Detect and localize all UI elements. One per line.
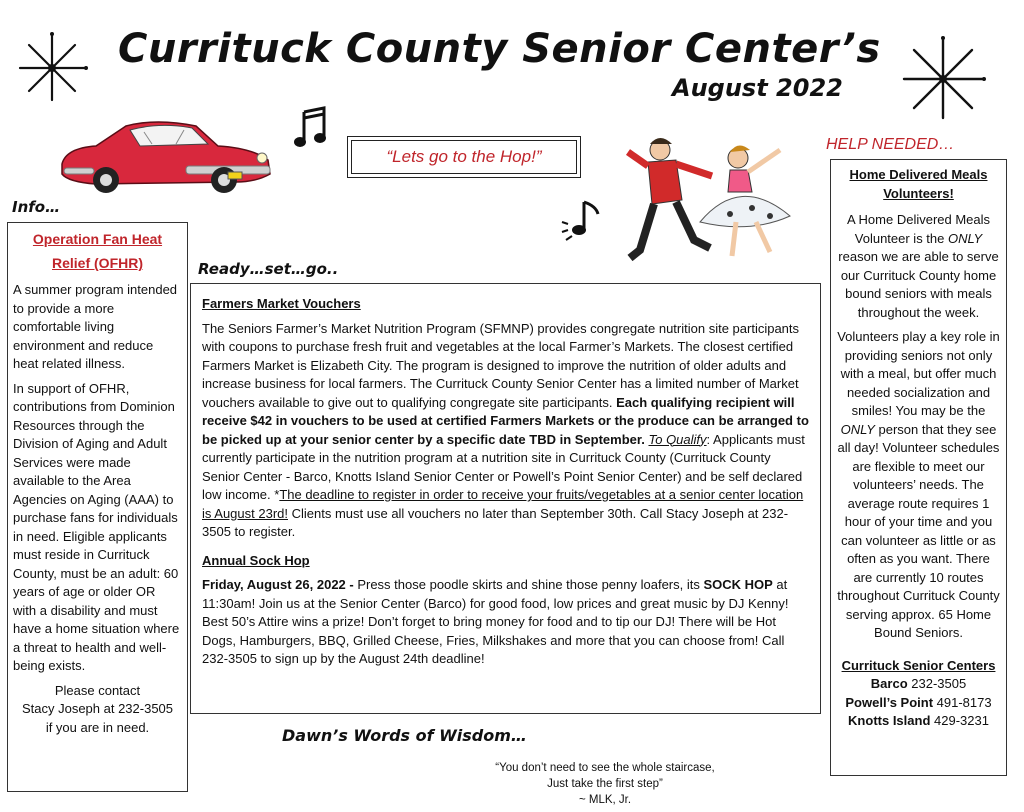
help-needed-label: HELP NEEDED… (826, 136, 955, 153)
volunteers-p1-only: ONLY (948, 230, 983, 246)
volunteers-p2 (836, 328, 1001, 643)
sock-hop-body (202, 576, 810, 669)
ofhr-heading: Operation Fan Heat Relief (OFHR) (32, 231, 163, 271)
contact-line-3: if you are in need. (45, 719, 150, 735)
events-panel (190, 283, 821, 714)
wisdom-quote (440, 760, 770, 808)
volunteers-p2-b: person that they see all day! Volunteer schedules are flexible to meet our volunteers’ needs. The average route requires 1 hour of your time and you can volunteer as little or as often as you want. There are currently 10 routes throughout Currituck County serving approx. 65 Home Bound Seniors. (837, 421, 1000, 640)
quote-line-1: “You don’t need to see the whole staircase, (495, 762, 715, 774)
center-name: Barco (870, 676, 908, 691)
center-phone: 232-3505 (907, 676, 967, 691)
center-name: Powell’s Point (845, 694, 934, 710)
ofhr-intro: A summer program intended to provide a more comfortable living environment and reduce heat related illness. (13, 282, 178, 371)
center-phone: 429-3231 (930, 713, 989, 728)
volunteers-p1-b: reason we are able to serve our Currituck County home bound seniors with meals throughout the week. (838, 249, 999, 320)
farmers-text-1: The Seniors Farmer’s Market Nutrition Program (SFMNP) provides congregate nutrition site participants with coupons to purchase fresh fruit and vegetables at the local Farmer’s Markets. The closest certified Farmers Market is Elizabeth City. The program is designed to improve the nutrition of older adults and increase business for local farmers. The Currituck County Senior Center has a limited number of Market vouchers available to give out to qualifying congregate site participants. (202, 320, 800, 410)
volunteers-heading: Home Delivered Meals Volunteers! (849, 167, 988, 201)
volunteers-p1-a: A Home Delivered Meals Volunteer is the (846, 212, 991, 246)
center-knotts-island (836, 712, 1001, 731)
center-name: Knotts Island (848, 713, 931, 728)
info-label: Info… (12, 198, 61, 216)
sock-hop-heading: Annual Sock Hop (202, 552, 310, 568)
contact-line-1: Please contact (54, 682, 141, 698)
music-note-icon (294, 106, 328, 150)
volunteers-p1 (836, 211, 1001, 322)
starburst-left-icon (12, 28, 92, 108)
farmers-text-3: Clients must use all vouchers no later than September 30th. Call Stacy Joseph at 232-3505 to register. (202, 505, 789, 539)
farmers-deadline: The deadline to register in order to receive your fruits/vegetables at a senior center location is August 23rd! (202, 487, 804, 521)
volunteers-p2-a: Volunteers play a key role in providing seniors not only with a meal, but offer much needed socialization and smiles! You may be the (837, 329, 1000, 418)
hop-banner-text: “Lets go to the Hop!” (351, 140, 577, 174)
sock-hop-bold: SOCK HOP (703, 577, 773, 592)
hop-banner (347, 136, 581, 178)
volunteers-p2-only: ONLY (840, 421, 875, 437)
starburst-right-icon (898, 34, 988, 124)
ready-label: Ready…set…go.. (198, 260, 339, 278)
quote-line-3: ~ MLK, Jr. (578, 794, 632, 806)
wisdom-label: Dawn’s Words of Wisdom… (282, 726, 527, 745)
volunteers-panel (830, 159, 1007, 776)
center-powells-point (836, 694, 1001, 713)
dancing-couple-illustration (620, 130, 810, 270)
info-panel (7, 222, 188, 792)
farmers-bold: Each qualifying recipient will receive $42 in vouchers to be used at certified Farmers Markets or the produce can be arranged to be picked up at your senior center by a specific date TBD in September. (202, 394, 809, 447)
center-barco (836, 675, 1001, 694)
farmers-text-2: : Applicants must currently participate in the nutrition program at a nutrition site in Currituck County (Currituck County Senior Center - Barco, Knotts Island Senior Center or Powell’s Point Senior Center) and be self declared low income. * (202, 431, 805, 502)
sock-hop-text-2: at 11:30am! Join us at the Senior Center (Barco) for good food, low prices and great music by DJ Kenny! Best 50’s Attire wins a prize! Don’t forget to bring money for food and to tip our DJ! There will be Hot Dogs, Hamburgers, BBQ, Grilled Cheese, Fries, Milkshakes and more that you can choose from! Call 232-3505 to sign up by the August 24th deadline! (202, 577, 789, 666)
contact-line-2: Stacy Joseph at 232-3505 (21, 701, 174, 716)
newsletter-date: August 2022 (672, 74, 843, 102)
quote-line-2: Just take the first step” (547, 778, 663, 790)
center-phone: 491-8173 (933, 694, 992, 710)
classic-car-illustration (56, 112, 276, 198)
centers-heading: Currituck Senior Centers (841, 657, 996, 673)
farmers-heading: Farmers Market Vouchers (202, 296, 361, 311)
music-note-icon-2 (560, 196, 604, 242)
newsletter-title: Currituck County Senior Center’s (118, 26, 881, 72)
sock-hop-date: Friday, August 26, 2022 - (202, 577, 354, 592)
farmers-body (202, 320, 810, 542)
ofhr-details: In support of OFHR, contributions from Dominion Resources through the Division of Aging and Adult Services were made available to the Area Agencies on Aging (AAA) to purchase fans for individuals in need. Eligible applicants must reside in Currituck County, must be an adult: 60 years of age or older OR with a disability and must have a home situation where a threat to health and well-being exists. (13, 380, 180, 673)
sock-hop-text-1: Press those poodle skirts and shine those penny loafers, its (353, 577, 704, 592)
to-qualify: To Qualify (648, 431, 707, 447)
